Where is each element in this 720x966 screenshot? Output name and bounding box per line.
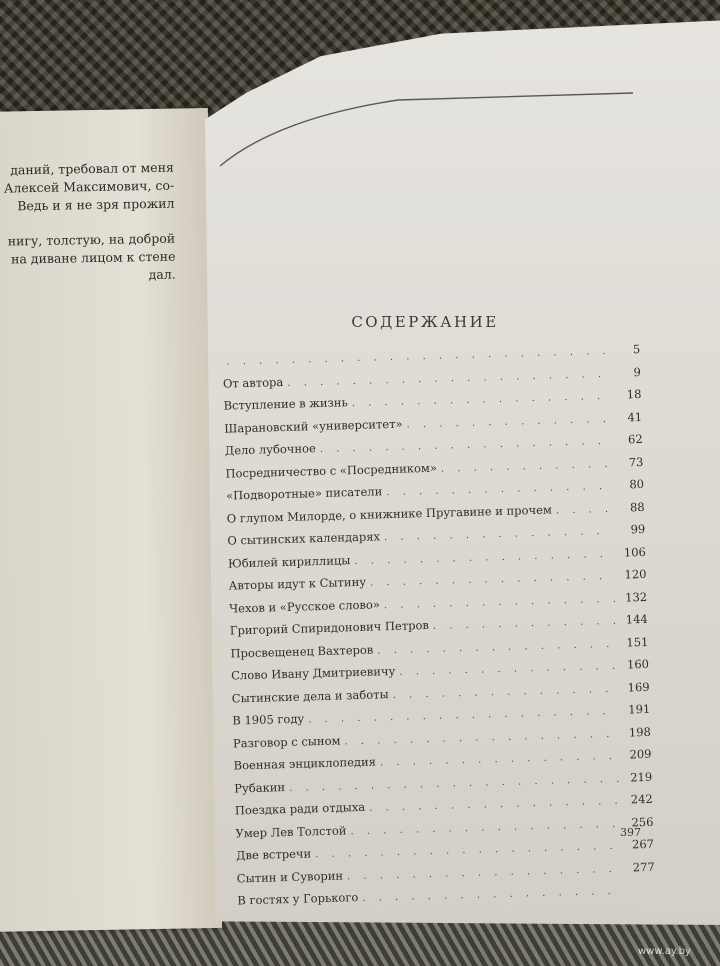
toc-entry-page: 18 [626,386,642,402]
toc-entry-page: 80 [629,476,645,492]
toc-entry-page: 198 [628,724,652,739]
toc-entry-page: 191 [628,701,651,717]
toc-entry-page: 144 [625,611,648,627]
toc-entry-page: 219 [629,769,653,784]
toc-entry-title: Просвещенец Вахтеров [230,642,374,661]
toc-leader-dots [380,751,620,769]
toc-entry-title: О сытинских календарях [227,529,381,548]
toc-leader-dots [347,863,623,882]
toc-leader-dots [384,526,614,543]
toc-leader-dots [433,616,616,632]
toc-entry-title: Вступление в жизнь [223,395,348,413]
toc-entry-title: Рубакин [234,779,286,795]
toc-entry-title: Две встречи [235,846,312,863]
left-line: Алексей Максимович, со- [3,177,175,196]
toc-entry-page: 73 [628,454,644,469]
toc-entry-page: 62 [627,431,643,447]
toc-leader-dots [344,728,619,747]
toc-leader-dots [352,391,610,409]
toc-entry-title: Авторы идут к Сытину [228,574,367,593]
toc-entry-page: 242 [630,791,653,807]
watermark-text: www.ay.by [638,946,691,957]
toc-entry-title: В гостях у Горького [237,890,359,908]
toc-leader-dots [362,886,623,904]
toc-entry-page: 256 [631,814,654,829]
left-line: на диване лицом к стене [10,248,176,267]
toc-entry-title: Умер Лев Толстой [235,822,347,840]
toc-entry-title: Чехов и «Русское слово» [229,596,381,616]
page-number: 397 [620,826,641,839]
toc-entry-title: О глупом Милорде, о книжнике Пругавине и прочем [226,502,553,526]
toc-entry-title: Юбилей кириллицы [227,552,351,571]
toc-entry-title: Военная энциклопедия [233,754,377,773]
toc-leader-dots [393,683,618,700]
toc-entry-title: Сытинские дела и заботы [231,686,389,706]
toc-entry-page: 99 [630,521,646,537]
toc-leader-dots [384,593,616,610]
toc-entry-title: Шарановский «университет» [224,416,403,436]
toc-leader-dots [406,413,610,430]
toc-entry-page: 132 [624,589,648,605]
toc-entry-title: Дело лубочное [224,441,317,458]
toc-entry-title: Сытин и Суворин [236,868,344,885]
toc-entry-title: Слово Ивану Дмитриевичу [230,663,396,683]
toc-leader-dots [369,796,621,814]
left-line: дал. [148,266,176,283]
toc-entry-page: 5 [632,342,641,357]
toc-leader-dots [354,548,614,566]
toc-entry-page: 106 [623,544,647,560]
left-book-page [0,108,222,932]
toc-leader-dots [399,661,617,678]
toc-entry-page: 120 [624,566,647,582]
table-of-contents [222,342,656,916]
toc-leader-dots [377,638,616,656]
toc-entry-page [627,893,655,894]
toc-entry-page: 151 [626,634,649,649]
toc-entry-title: Посредничество с «Посредником» [225,460,438,481]
left-line: Ведь и я не зря прожил [17,195,175,214]
contents-title: СОДЕРЖАНИЕ [351,313,499,331]
toc-entry-page: 209 [629,746,652,762]
toc-entry-title: В 1905 году [232,711,305,728]
toc-entry-page: 160 [626,656,650,672]
toc-leader-dots [556,503,613,516]
toc-entry-page: 88 [629,499,645,514]
toc-entry-title: Григорий Спиридонович Петров [229,618,430,638]
toc-entry-page: 277 [632,859,655,874]
toc-entry-page: 41 [627,409,643,424]
toc-entry-page: 169 [627,679,650,694]
toc-leader-dots [350,818,621,837]
page-header-rule [218,88,638,173]
toc-entry-title: «Подворотные» писатели [225,484,383,503]
toc-entry-title: Разговор с сыном [232,733,341,751]
toc-entry-title: От автора [222,374,284,391]
left-page-text [0,159,176,287]
toc-leader-dots [386,481,612,498]
toc-entry-title: Поездка ради отдыха [234,799,366,818]
toc-entry-page: 9 [633,364,642,379]
left-line: даний, требовал от меня [10,159,174,178]
toc-leader-dots [441,458,612,474]
left-line: нигу, толстую, на доброй [7,230,176,249]
toc-leader-dots [370,571,615,589]
toc-entry-page: 267 [631,836,655,852]
